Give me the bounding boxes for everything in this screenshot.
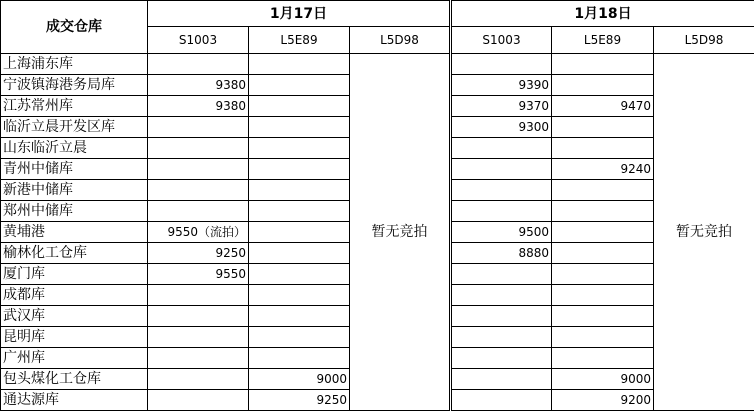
price-l5e89-day2: 9470	[552, 96, 654, 117]
price-s1003-day2	[451, 264, 552, 285]
warehouse-name: 山东临沂立晨	[1, 138, 148, 159]
price-s1003-day2	[451, 327, 552, 348]
price-l5e89-day2	[552, 285, 654, 306]
code-header-l5d98-d2: L5D98	[654, 27, 754, 54]
warehouse-name: 新港中储库	[1, 180, 148, 201]
price-l5e89-day1	[249, 264, 350, 285]
price-l5e89-day2	[552, 75, 654, 96]
price-l5e89-day2: 9200	[552, 389, 654, 410]
price-s1003-day2	[451, 285, 552, 306]
price-l5e89-day1	[249, 117, 350, 138]
price-s1003-day1	[148, 54, 249, 75]
price-s1003-day2	[451, 159, 552, 180]
price-l5e89-day1	[249, 243, 350, 264]
price-s1003-day1	[148, 201, 249, 222]
price-l5e89-day2	[552, 243, 654, 264]
warehouse-name: 成都库	[1, 285, 148, 306]
price-s1003-day1	[148, 159, 249, 180]
price-l5e89-day2	[552, 138, 654, 159]
warehouse-name: 昆明库	[1, 327, 148, 348]
price-l5e89-day2	[552, 264, 654, 285]
price-s1003-day1	[148, 348, 249, 369]
price-s1003-day2: 9500	[451, 222, 552, 243]
warehouse-name: 榆林化工仓库	[1, 243, 148, 264]
price-s1003-day1	[148, 389, 249, 410]
price-s1003-day1: 9550	[148, 264, 249, 285]
price-s1003-day2: 8880	[451, 243, 552, 264]
price-s1003-day2	[451, 306, 552, 327]
price-l5e89-day2	[552, 306, 654, 327]
price-l5e89-day2	[552, 180, 654, 201]
price-s1003-day2	[451, 348, 552, 369]
code-header-l5d98-d1: L5D98	[350, 27, 451, 54]
price-s1003-day2	[451, 368, 552, 389]
price-l5e89-day1	[249, 327, 350, 348]
price-s1003-day1	[148, 285, 249, 306]
date-header-1: 1月17日	[148, 1, 451, 27]
price-l5e89-day1	[249, 222, 350, 243]
code-header-s1003-d1: S1003	[148, 27, 249, 54]
warehouse-name: 青州中储库	[1, 159, 148, 180]
price-s1003-day1	[148, 180, 249, 201]
price-s1003-day1	[148, 138, 249, 159]
warehouse-name: 上海浦东库	[1, 54, 148, 75]
warehouse-name: 江苏常州库	[1, 96, 148, 117]
price-l5e89-day1	[249, 201, 350, 222]
price-l5e89-day1	[249, 54, 350, 75]
warehouse-name: 广州库	[1, 348, 148, 369]
price-s1003-day2	[451, 54, 552, 75]
warehouse-name: 黄埔港	[1, 222, 148, 243]
price-s1003-day1	[148, 117, 249, 138]
price-l5e89-day1	[249, 348, 350, 369]
warehouse-header: 成交仓库	[1, 1, 148, 54]
price-l5e89-day2	[552, 117, 654, 138]
price-s1003-day1	[148, 368, 249, 389]
warehouse-name: 郑州中储库	[1, 201, 148, 222]
price-l5e89-day2	[552, 222, 654, 243]
price-s1003-day1: 9250	[148, 243, 249, 264]
price-l5e89-day1: 9250	[249, 389, 350, 410]
price-s1003-day2: 9390	[451, 75, 552, 96]
code-header-l5e89-d1: L5E89	[249, 27, 350, 54]
date-header-2: 1月18日	[451, 1, 754, 27]
price-s1003-day1: 9380	[148, 96, 249, 117]
code-header-s1003-d2: S1003	[451, 27, 552, 54]
price-l5e89-day2: 9000	[552, 368, 654, 389]
header-row-dates	[1, 1, 754, 27]
warehouse-name: 厦门库	[1, 264, 148, 285]
price-l5e89-day2	[552, 54, 654, 75]
price-l5e89-day1	[249, 138, 350, 159]
price-s1003-day2	[451, 389, 552, 410]
code-header-l5e89-d2: L5E89	[552, 27, 654, 54]
warehouse-name: 临沂立晨开发区库	[1, 117, 148, 138]
price-s1003-day1	[148, 327, 249, 348]
price-l5e89-day1	[249, 96, 350, 117]
warehouse-name: 包头煤化工仓库	[1, 368, 148, 389]
price-s1003-day2	[451, 138, 552, 159]
table-row	[1, 54, 754, 75]
price-s1003-day2: 9300	[451, 117, 552, 138]
no-bid-day1: 暂无竞拍	[350, 54, 451, 411]
price-l5e89-day2: 9240	[552, 159, 654, 180]
warehouse-name: 宁波镇海港务局库	[1, 75, 148, 96]
price-s1003-day1	[148, 306, 249, 327]
price-s1003-day1: 9550（流拍）	[148, 222, 249, 243]
price-l5e89-day1	[249, 75, 350, 96]
price-s1003-day2	[451, 180, 552, 201]
price-l5e89-day1	[249, 306, 350, 327]
price-s1003-day2	[451, 201, 552, 222]
price-l5e89-day2	[552, 327, 654, 348]
price-l5e89-day1	[249, 285, 350, 306]
price-s1003-day2: 9370	[451, 96, 552, 117]
price-l5e89-day1	[249, 159, 350, 180]
warehouse-name: 武汉库	[1, 306, 148, 327]
warehouse-name: 通达源库	[1, 389, 148, 410]
price-l5e89-day1	[249, 180, 350, 201]
price-l5e89-day2	[552, 201, 654, 222]
price-s1003-day1: 9380	[148, 75, 249, 96]
price-l5e89-day1: 9000	[249, 368, 350, 389]
price-l5e89-day2	[552, 348, 654, 369]
no-bid-day2: 暂无竞拍	[654, 54, 754, 411]
